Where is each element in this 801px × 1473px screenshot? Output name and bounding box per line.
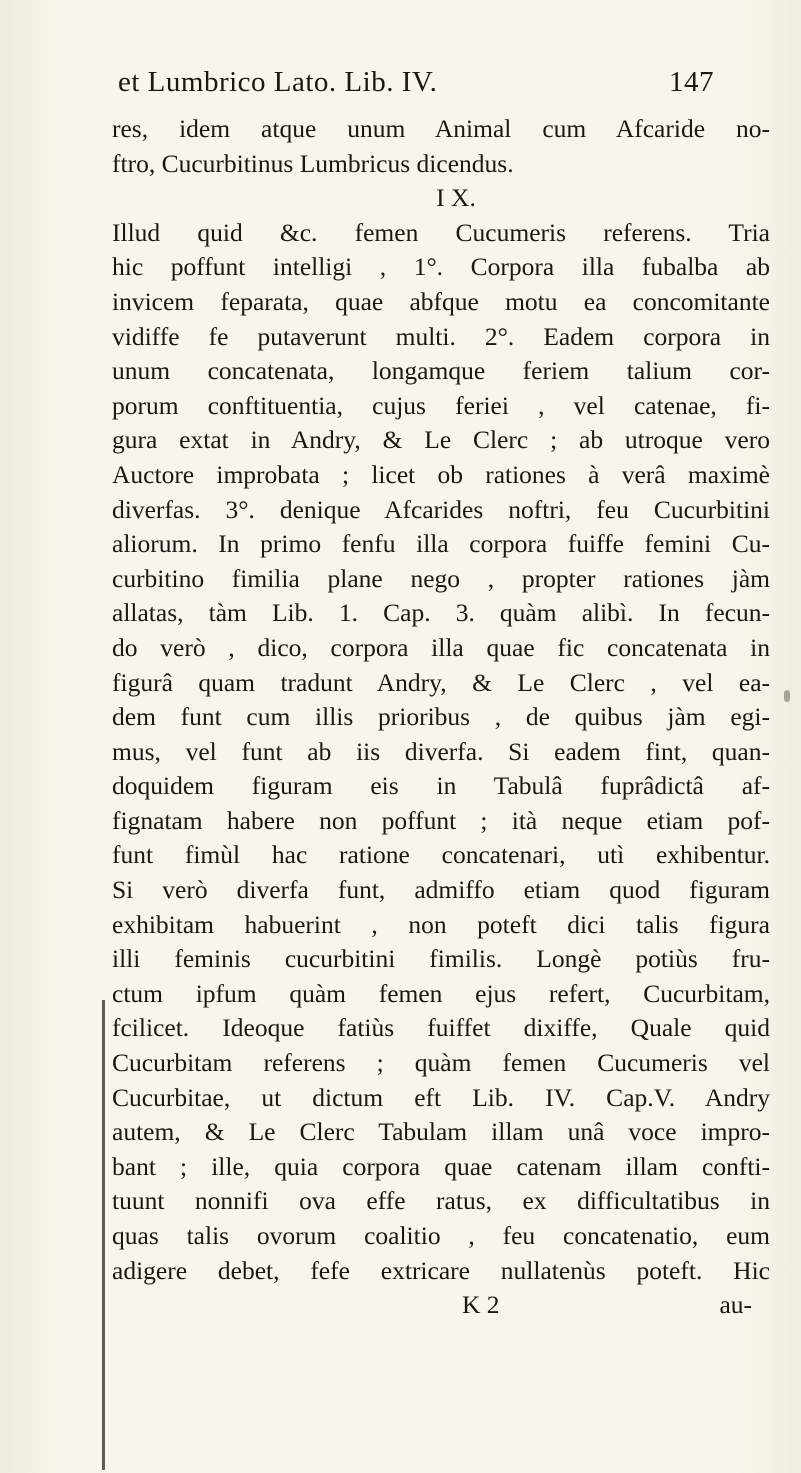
text-line: res, idem atque unum Animal cum Afcaride no- bbox=[112, 114, 770, 143]
signature-line bbox=[112, 1288, 770, 1323]
text-line: diverfas. 3°. denique Afcarides noftri, feu Cucurbitini bbox=[112, 494, 770, 524]
text-line: Auctore improbata ; licet ob rationes à verâ maximè bbox=[112, 459, 770, 489]
text-line: invicem feparata, quae abfque motu ea concomitante bbox=[112, 286, 770, 316]
text-line: fcilicet. Ideoque fatiùs fuiffet dixiffe, Quale quid bbox=[112, 1013, 770, 1043]
text-line: figurâ quam tradunt Andry, & Le Clerc , vel ea- bbox=[112, 667, 770, 697]
text-line: autem, & Le Clerc Tabulam illam unâ voce impro- bbox=[112, 1117, 770, 1147]
text-line: porum conftituentia, cujus feriei , vel catenae, fi- bbox=[112, 390, 770, 420]
text-line: curbitino fimilia plane nego , propter rationes jàm bbox=[112, 563, 770, 593]
text-line: gura extat in Andry, & Le Clerc ; ab utroque vero bbox=[112, 425, 770, 455]
page-number: 147 bbox=[669, 66, 714, 98]
text-line: do verò , dico, corpora illa quae fic concatenata in bbox=[112, 632, 770, 662]
section-heading: I X. bbox=[436, 183, 476, 213]
text-line: doquidem figuram eis in Tabulâ fuprâdictâ af- bbox=[112, 771, 770, 801]
running-title: et Lumbrico Lato. Lib. IV. bbox=[118, 66, 438, 98]
text-line: Cucurbitae, ut dictum eft Lib. IV. Cap.V. Andry bbox=[112, 1082, 770, 1112]
signature-mark: K 2 bbox=[462, 1290, 500, 1320]
running-header bbox=[118, 66, 714, 110]
text-line: adigere debet, fefe extricare nullatenùs poteft. Hic bbox=[112, 1255, 770, 1285]
text-line: hic poffunt intelligi , 1°. Corpora illa fubalba ab bbox=[112, 252, 770, 282]
text-line: dem funt cum illis prioribus , de quibus jàm egi- bbox=[112, 702, 770, 732]
paper-blemish bbox=[784, 690, 790, 702]
text-line: ctum ipfum quàm femen ejus refert, Cucurbitam, bbox=[112, 978, 770, 1008]
text-line: tuunt nonnifi ova effe ratus, ex difficultatibus in bbox=[112, 1186, 770, 1216]
text-line: Cucurbitam referens ; quàm femen Cucumeris vel bbox=[112, 1048, 770, 1078]
body-text bbox=[112, 112, 770, 1323]
text-line: illi feminis cucurbitini fimilis. Longè potiùs fru- bbox=[112, 944, 770, 974]
text-line: ftro, Cucurbitinus Lumbricus dicendus. bbox=[112, 148, 514, 178]
catchword: au- bbox=[719, 1290, 752, 1320]
text-line: bant ; ille, quia corpora quae catenam illam confti- bbox=[112, 1151, 770, 1181]
text-line: vidiffe fe putaverunt multi. 2°. Eadem corpora in bbox=[112, 321, 770, 351]
text-line: mus, vel funt ab iis diverfa. Si eadem fint, quan- bbox=[112, 736, 770, 766]
binding-edge-rule bbox=[102, 1000, 105, 1470]
text-line: fignatam habere non poffunt ; ità neque etiam pof- bbox=[112, 805, 770, 835]
text-line: exhibitam habuerint , non poteft dici talis figura bbox=[112, 909, 770, 939]
text-line: Illud quid &c. femen Cucumeris referens. Tria bbox=[112, 217, 770, 247]
text-line: funt fimùl hac ratione concatenari, utì exhibentur. bbox=[112, 840, 770, 870]
text-line: Si verò diverfa funt, admiffo etiam quod figuram bbox=[112, 875, 770, 905]
text-line: unum concatenata, longamque feriem talium cor- bbox=[112, 356, 770, 386]
text-line: quas talis ovorum coalitio , feu concatenatio, eum bbox=[112, 1221, 770, 1250]
text-line: allatas, tàm Lib. 1. Cap. 3. quàm alibì. In fecun- bbox=[112, 598, 770, 628]
text-line: aliorum. In primo fenfu illa corpora fuiffe femini Cu- bbox=[112, 529, 770, 559]
